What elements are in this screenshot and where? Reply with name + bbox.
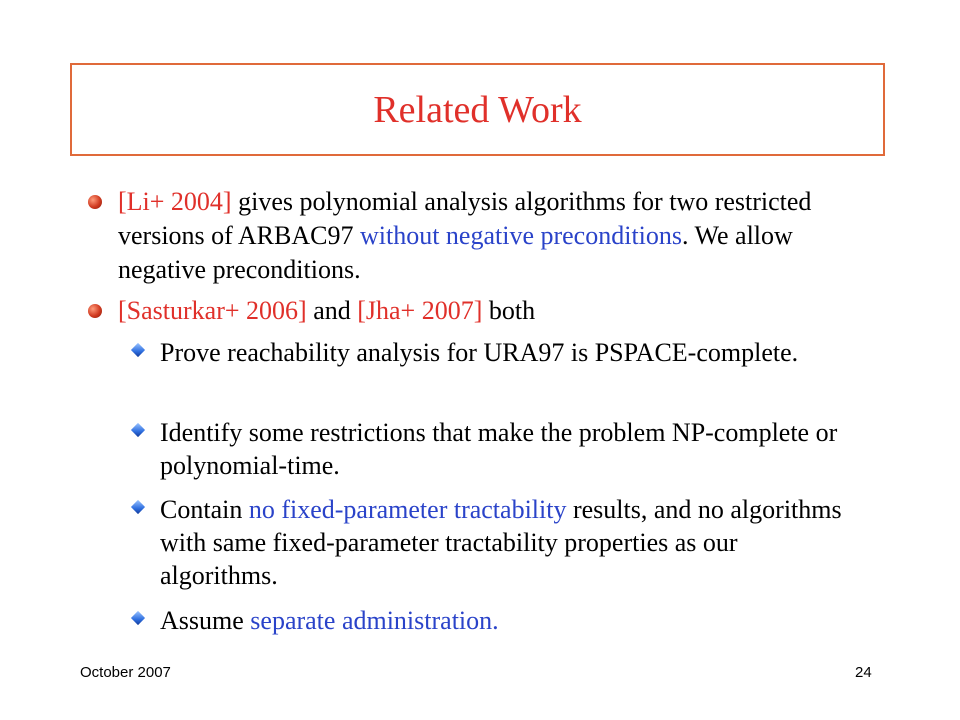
sub-bullet-text xyxy=(160,493,850,592)
highlight-no-fixed-parameter: no fixed-parameter tractability xyxy=(248,495,567,524)
blue-diamond-icon xyxy=(131,423,145,437)
blue-diamond-icon xyxy=(131,611,145,625)
bullet-text xyxy=(118,294,878,328)
red-bullet-icon xyxy=(88,304,102,318)
citation-jha-2007: [Jha+ 2007] xyxy=(357,296,483,325)
title-box xyxy=(70,63,885,156)
bullet-text-part: . We allow negative preconditions. xyxy=(118,221,793,284)
sub-bullet-separate-admin xyxy=(130,604,850,637)
highlight-without-negative: without negative preconditions xyxy=(359,221,683,250)
bullet-text-part: and xyxy=(306,296,358,325)
sub-bullet-restrictions xyxy=(130,416,850,482)
blue-diamond-icon xyxy=(131,500,145,514)
bullet-text-part: both xyxy=(482,296,536,325)
slide-title: Related Work xyxy=(373,88,582,131)
highlight-separate-administration: separate administration. xyxy=(250,606,499,635)
page-number: 24 xyxy=(855,664,872,681)
sub-bullet-text-part: Contain xyxy=(160,495,249,524)
sub-bullet-fixed-parameter xyxy=(130,493,850,592)
citation-sasturkar-2006: [Sasturkar+ 2006] xyxy=(118,296,307,325)
bullet-sasturkar-jha xyxy=(88,294,878,328)
footer-date: October 2007 xyxy=(80,664,171,681)
red-bullet-icon xyxy=(88,195,102,209)
bullet-text xyxy=(118,185,878,287)
sub-bullet-text: Prove reachability analysis for URA97 is PSPACE-complete. xyxy=(160,338,799,367)
blue-diamond-icon xyxy=(131,343,145,357)
sub-bullet-text-part: Assume xyxy=(160,606,251,635)
bullet-li-2004 xyxy=(88,185,878,287)
sub-bullet-pspace xyxy=(130,336,850,369)
citation-li-2004: [Li+ 2004] xyxy=(118,187,232,216)
bullet-text-part: gives polynomial analysis algorithms for two restricted versions of ARBAC97 xyxy=(118,187,812,250)
sub-bullet-text xyxy=(160,604,850,637)
sub-bullet-text-part: results, and no algorithms with same fixed-parameter tractability properties as our algorithms. xyxy=(160,495,842,590)
sub-bullet-text: Identify some restrictions that make the problem NP-complete or polynomial-time. xyxy=(160,418,838,480)
